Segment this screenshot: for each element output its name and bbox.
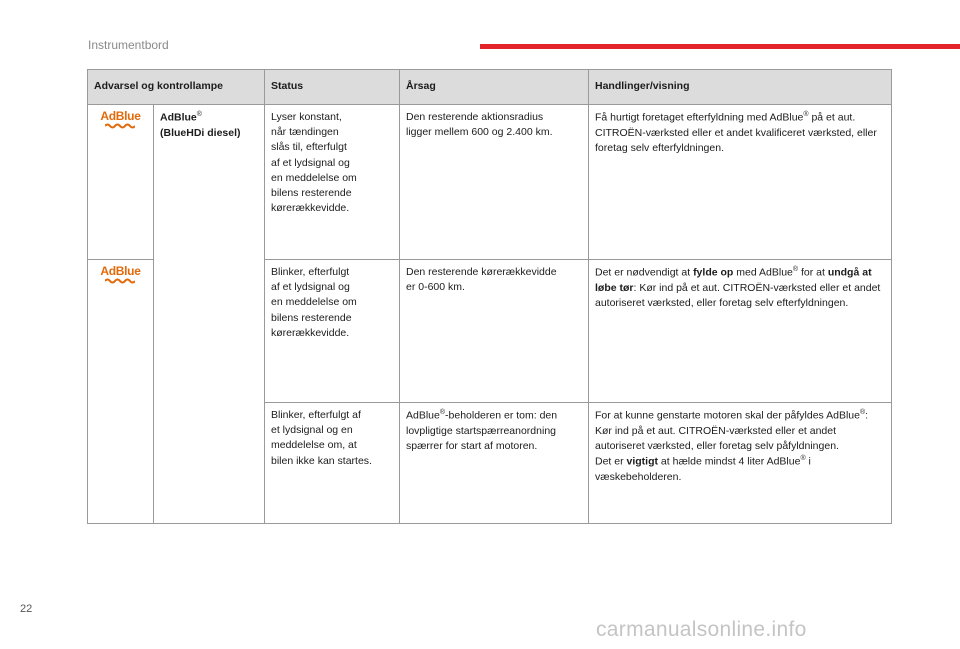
- registered-mark: ®: [860, 409, 866, 416]
- status-line: kørerækkevidde.: [271, 326, 350, 339]
- action-text: for at: [798, 266, 828, 279]
- status-line: kørerækkevidde.: [271, 202, 350, 215]
- adblue-icon-text: AdBlue: [100, 109, 141, 123]
- action-text: Det er nødvendigt at: [595, 266, 694, 279]
- cause-cell: [400, 105, 589, 260]
- status-line: af et lydsignal og: [271, 281, 350, 294]
- registered-mark: ®: [792, 266, 799, 273]
- action-text: at hælde mindst 4 liter AdBlue: [658, 455, 801, 468]
- status-line: meddelelse om, at: [271, 439, 357, 452]
- action-text: i væskebeholderen.: [595, 455, 811, 483]
- status-line: slås til, efterfulgt: [271, 141, 347, 154]
- status-line: Lyser konstant,: [271, 111, 342, 123]
- action-text: på et aut. CITROËN-værksted eller et andet kvalificeret værksted, eller foretag selv efterfyldningen.: [595, 111, 877, 154]
- page-number: 22: [20, 603, 33, 615]
- cause-line: ligger mellem 600 og 2.400 km.: [406, 126, 553, 139]
- table-row: [88, 105, 892, 260]
- status-line: bilens resterende: [271, 187, 352, 200]
- column-header-cause: Årsag: [400, 70, 589, 105]
- status-line: Blinker, efterfulgt: [271, 266, 350, 278]
- lamp-variant: (BlueHDi diesel): [160, 126, 241, 139]
- action-text: : Kør ind på et aut. CITROËN-værksted eller et andet autoriseret værksted, eller foretag selv efterfyldningen.: [595, 281, 881, 309]
- column-header-status: Status: [265, 70, 400, 105]
- status-cell: [265, 260, 400, 403]
- column-header-lamp: Advarsel og kontrollampe: [88, 70, 265, 105]
- cause-text: -beholderen er tom: den lovpligtige startspærreanordning spærrer for start af motoren.: [406, 409, 558, 452]
- action-emphasis: vigtigt: [626, 455, 659, 468]
- status-line: en meddelelse om: [271, 171, 357, 184]
- status-line: bilens resterende: [271, 311, 352, 324]
- cause-line: Den resterende kørerækkevidde: [406, 266, 557, 278]
- registered-mark: ®: [803, 111, 809, 118]
- cause-line: Den resterende aktionsradius: [406, 111, 544, 123]
- warning-lamp-table: [87, 69, 892, 524]
- action-cell: [589, 403, 892, 524]
- status-line: et lydsignal og en: [271, 424, 353, 437]
- status-line: af et lydsignal og: [271, 156, 350, 169]
- status-line: når tændingen: [271, 126, 339, 139]
- action-emphasis: fylde op: [693, 266, 734, 279]
- status-line: Blinker, efterfulgt af: [271, 409, 361, 421]
- adblue-warning-icon: [100, 110, 140, 129]
- action-emphasis: undgå at løbe tør: [595, 266, 872, 294]
- lamp-name-sup: ®: [196, 111, 202, 118]
- status-line: bilen ikke kan startes.: [271, 454, 372, 467]
- watermark: carmanualsonline.info: [596, 618, 807, 641]
- table-header-row: [88, 70, 892, 105]
- adblue-blinking-icon: [100, 265, 140, 284]
- section-title: Instrumentbord: [88, 38, 169, 52]
- registered-mark: ®: [439, 409, 446, 416]
- column-header-action: Handlinger/visning: [589, 70, 892, 105]
- icon-cell: [88, 260, 154, 524]
- section-accent-bar: [480, 44, 960, 49]
- cause-text: AdBlue: [406, 409, 440, 422]
- action-text: Få hurtigt foretaget efterfyldning med AdBlue: [595, 111, 804, 124]
- lamp-name-cell: [154, 105, 265, 524]
- icon-cell: [88, 105, 154, 260]
- status-line: en meddelelse om: [271, 296, 357, 309]
- cause-cell: [400, 403, 589, 524]
- registered-mark: ®: [800, 455, 806, 463]
- action-text: For at kunne genstarte motoren skal der påfyldes AdBlue: [595, 409, 860, 422]
- action-text: Det er: [595, 455, 627, 468]
- action-cell: [589, 260, 892, 403]
- status-cell: [265, 105, 400, 260]
- adblue-icon-text: AdBlue: [100, 264, 141, 278]
- action-text: med AdBlue: [733, 266, 793, 279]
- action-cell: [589, 105, 892, 260]
- cause-cell: [400, 260, 589, 403]
- lamp-name: AdBlue: [160, 111, 197, 124]
- action-text: : Kør ind på et aut. CITROËN-værksted eller et andet autoriseret værksted, eller foretag selv påfyldningen.: [595, 409, 869, 452]
- status-cell: [265, 403, 400, 524]
- cause-line: er 0-600 km.: [406, 281, 465, 294]
